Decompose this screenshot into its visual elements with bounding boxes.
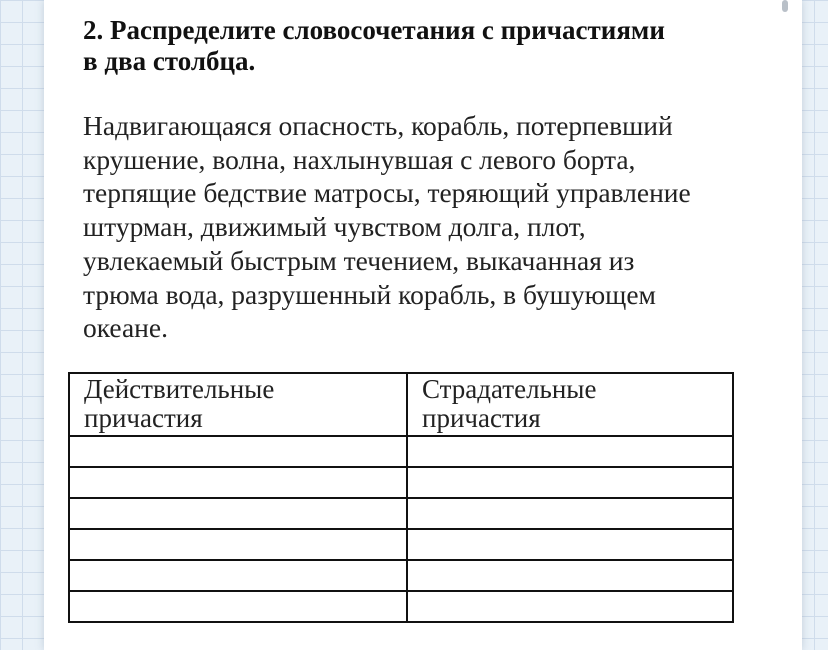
- table-cell[interactable]: [407, 467, 733, 498]
- task-text-line: увлекаемый быстрым течением, выкачанная из: [83, 244, 635, 276]
- task-text-line: крушение, волна, нахлынувшая с левого борта,: [83, 143, 636, 175]
- header-line: причастия: [84, 403, 203, 433]
- header-line: причастия: [422, 403, 541, 433]
- task-text-line: океане.: [83, 312, 168, 344]
- header-passive-participles: [407, 373, 733, 436]
- table-row: [69, 591, 733, 622]
- table-row: [69, 467, 733, 498]
- table-cell[interactable]: [69, 498, 407, 529]
- header-active-participles: [69, 373, 407, 436]
- table-cell[interactable]: [407, 498, 733, 529]
- scrollbar-thumb[interactable]: [782, 0, 788, 12]
- table-header-row: [69, 373, 733, 436]
- table-cell[interactable]: [407, 560, 733, 591]
- table-cell[interactable]: [69, 560, 407, 591]
- table-cell[interactable]: [407, 436, 733, 467]
- header-line: Страдательные: [422, 374, 597, 404]
- task-text: [83, 109, 763, 345]
- table-row: [69, 529, 733, 560]
- task-title-line-2: в два столбца.: [83, 46, 256, 76]
- task-title: [83, 15, 763, 77]
- table-cell[interactable]: [69, 436, 407, 467]
- task-text-line: Надвигающаяся опасность, корабль, потерпевший: [83, 110, 673, 141]
- table-cell[interactable]: [407, 591, 733, 622]
- table-cell[interactable]: [69, 529, 407, 560]
- task-text-line: терпящие бедствие матросы, теряющий управление: [83, 177, 691, 209]
- task-text-line: штурман, движимый чувством долга, плот,: [83, 211, 586, 243]
- table-cell[interactable]: [407, 529, 733, 560]
- task-title-line-1: 2. Распределите словосочетания с причастиями: [83, 15, 665, 45]
- table-row: [69, 436, 733, 467]
- task-text-line: трюма вода, разрушенный корабль, в бушующем: [83, 278, 656, 310]
- table-cell[interactable]: [69, 467, 407, 498]
- answer-table-container: [68, 372, 734, 623]
- table-row: [69, 560, 733, 591]
- header-line: Действительные: [84, 374, 275, 404]
- answer-table: [68, 372, 734, 623]
- table-row: [69, 498, 733, 529]
- table-cell[interactable]: [69, 591, 407, 622]
